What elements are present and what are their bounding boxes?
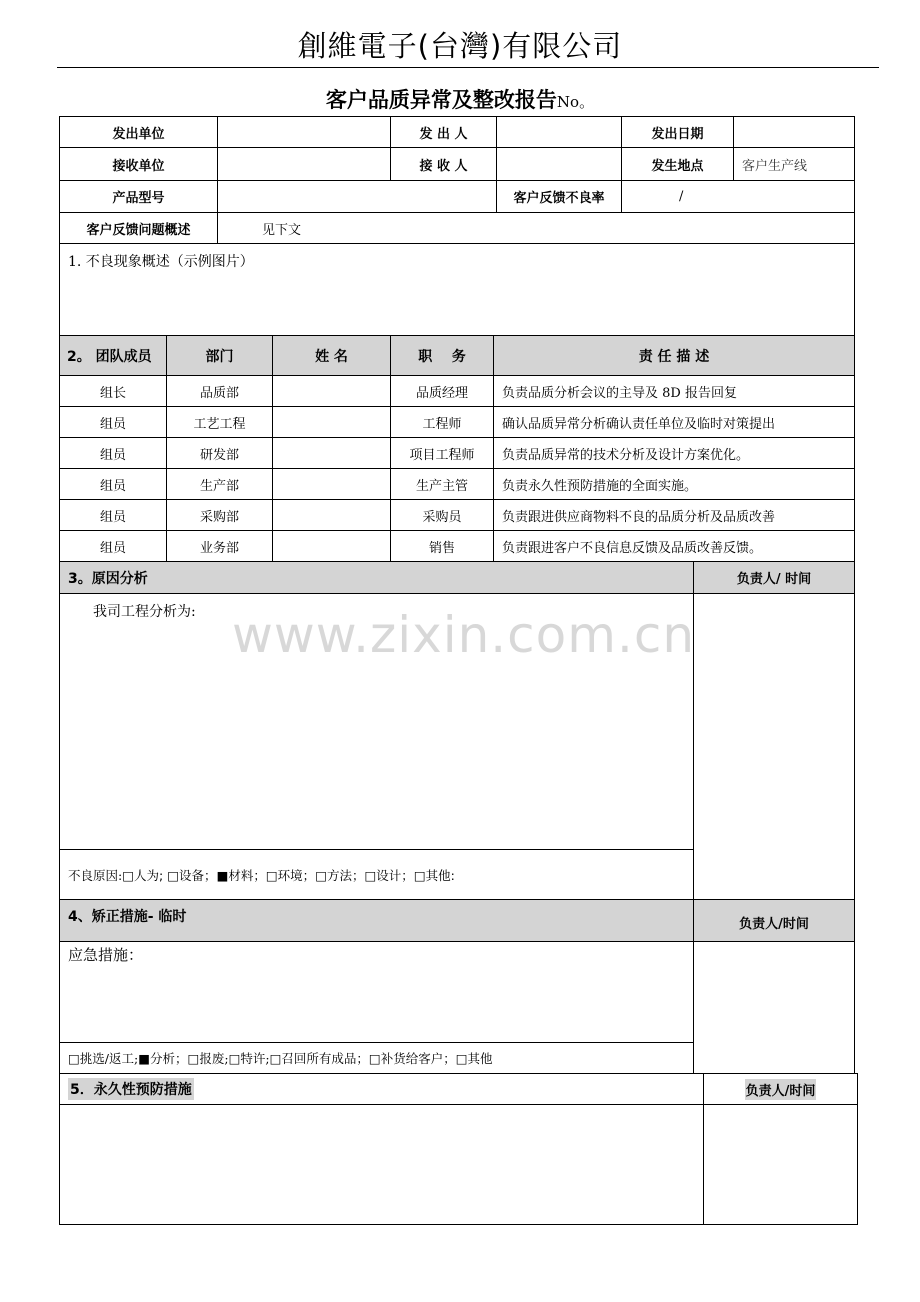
team-responsibility: 确认品质异常分析确认责任单位及临时对策提出 xyxy=(493,406,855,438)
team-member-name[interactable] xyxy=(272,468,391,500)
team-member-name[interactable] xyxy=(272,530,391,562)
receiver-field[interactable] xyxy=(496,147,622,181)
team-role: 组员 xyxy=(59,437,167,469)
defect-rate-label: 客户反馈不良率 xyxy=(496,180,622,213)
team-department: 采购部 xyxy=(166,499,273,531)
team-role: 组员 xyxy=(59,499,167,531)
section3-owner-field[interactable] xyxy=(693,593,855,900)
company-name: 創維電子(台灣)有限公司 xyxy=(297,29,623,63)
cause-option-human[interactable]: □人为; xyxy=(122,867,164,883)
team-header-name: 姓 名 xyxy=(272,335,391,376)
team-role: 组员 xyxy=(59,530,167,562)
section4-owner-field[interactable] xyxy=(693,941,855,1074)
team-role: 组员 xyxy=(59,406,167,438)
team-header-position: 职 务 xyxy=(390,335,494,376)
section5-owner-field[interactable] xyxy=(703,1104,858,1225)
product-model-field[interactable] xyxy=(217,180,497,213)
team-position: 工程师 xyxy=(390,406,494,438)
team-department: 品质部 xyxy=(166,375,273,407)
report-title xyxy=(0,84,920,114)
product-model-label: 产品型号 xyxy=(59,180,218,213)
cause-option-material[interactable]: ■材料； xyxy=(216,867,266,883)
team-department: 生产部 xyxy=(166,468,273,500)
team-department: 工艺工程 xyxy=(166,406,273,438)
team-member-name[interactable] xyxy=(272,499,391,531)
team-department: 研发部 xyxy=(166,437,273,469)
preventive-measures-area[interactable] xyxy=(59,1104,704,1225)
team-position: 销售 xyxy=(390,530,494,562)
cause-option-design[interactable]: □设计； xyxy=(364,867,414,883)
cause-category-label: 不良原因: xyxy=(68,867,123,883)
team-header-members: 2。 团队成员 xyxy=(59,335,167,376)
emergency-measures-text: 应急措施： xyxy=(68,946,144,964)
team-responsibility: 负责跟进客户不良信息反馈及品质改善反馈。 xyxy=(493,530,855,562)
team-position: 生产主管 xyxy=(390,468,494,500)
issuer-field[interactable] xyxy=(496,116,622,148)
cause-option-other[interactable]: □其他: xyxy=(413,867,455,883)
issuer-unit-label: 发出单位 xyxy=(59,116,218,148)
cause-analysis-text: 我司工程分析为: xyxy=(93,604,196,620)
emergency-measures-area[interactable] xyxy=(59,941,694,1043)
issue-date-field[interactable] xyxy=(733,116,855,148)
cause-option-environment[interactable]: □环境； xyxy=(265,867,316,883)
location-label: 发生地点 xyxy=(621,147,734,181)
report-number-label: No。 xyxy=(556,93,595,111)
section5-title: 5．永久性预防措施 xyxy=(68,1078,194,1100)
team-position: 品质经理 xyxy=(390,375,494,407)
team-header-responsibility: 责 任 描 述 xyxy=(493,335,855,376)
cause-option-method[interactable]: □方法； xyxy=(315,867,365,883)
receiver-unit-field[interactable] xyxy=(217,147,391,181)
team-responsibility: 负责永久性预防措施的全面实施。 xyxy=(493,468,855,500)
team-role: 组长 xyxy=(59,375,167,407)
section5-title-cell xyxy=(59,1073,704,1105)
measure-options[interactable]: □挑选/返工;■分析；□报废;□特许;□召回所有成品；□补货给客户；□其他 xyxy=(59,1042,694,1074)
defect-rate-value[interactable]: / xyxy=(621,180,855,213)
team-header-department: 部门 xyxy=(166,335,273,376)
cause-option-equipment[interactable]: □设备； xyxy=(167,867,217,883)
team-responsibility: 负责品质分析会议的主导及 8D 报告回复 xyxy=(493,375,855,407)
team-position: 采购员 xyxy=(390,499,494,531)
issue-summary-value[interactable]: 见下文 xyxy=(217,212,855,244)
team-member-name[interactable] xyxy=(272,375,391,407)
report-title-text: 客户品质异常及整改报告 xyxy=(325,88,557,112)
section4-owner-label: 负责人/时间 xyxy=(693,899,855,942)
section4-title: 4、矫正措施- 临时 xyxy=(59,899,694,942)
watermark: www.zixin.com.cn xyxy=(232,606,696,664)
issue-date-label: 发出日期 xyxy=(621,116,734,148)
section5-owner-cell xyxy=(703,1073,858,1105)
receiver-unit-label: 接收单位 xyxy=(59,147,218,181)
team-role: 组员 xyxy=(59,468,167,500)
defect-description-area[interactable] xyxy=(59,243,855,336)
team-department: 业务部 xyxy=(166,530,273,562)
header-divider xyxy=(57,67,879,68)
issuer-label: 发 出 人 xyxy=(390,116,497,148)
team-responsibility: 负责跟进供应商物料不良的品质分析及品质改善 xyxy=(493,499,855,531)
section3-owner-label: 负责人/ 时间 xyxy=(693,561,855,594)
section1-title: 1. 不良现象概述（示例图片） xyxy=(68,254,254,270)
receiver-label: 接 收 人 xyxy=(390,147,497,181)
team-position: 项目工程师 xyxy=(390,437,494,469)
team-member-name[interactable] xyxy=(272,437,391,469)
section3-title: 3。原因分析 xyxy=(59,561,694,594)
location-value[interactable]: 客户生产线 xyxy=(733,147,855,181)
team-member-name[interactable] xyxy=(272,406,391,438)
issue-summary-label: 客户反馈问题概述 xyxy=(59,212,218,244)
issuer-unit-field[interactable] xyxy=(217,116,391,148)
team-responsibility: 负责品质异常的技术分析及设计方案优化。 xyxy=(493,437,855,469)
cause-category-row xyxy=(59,849,694,900)
section5-owner-label: 负责人/时间 xyxy=(745,1079,817,1100)
